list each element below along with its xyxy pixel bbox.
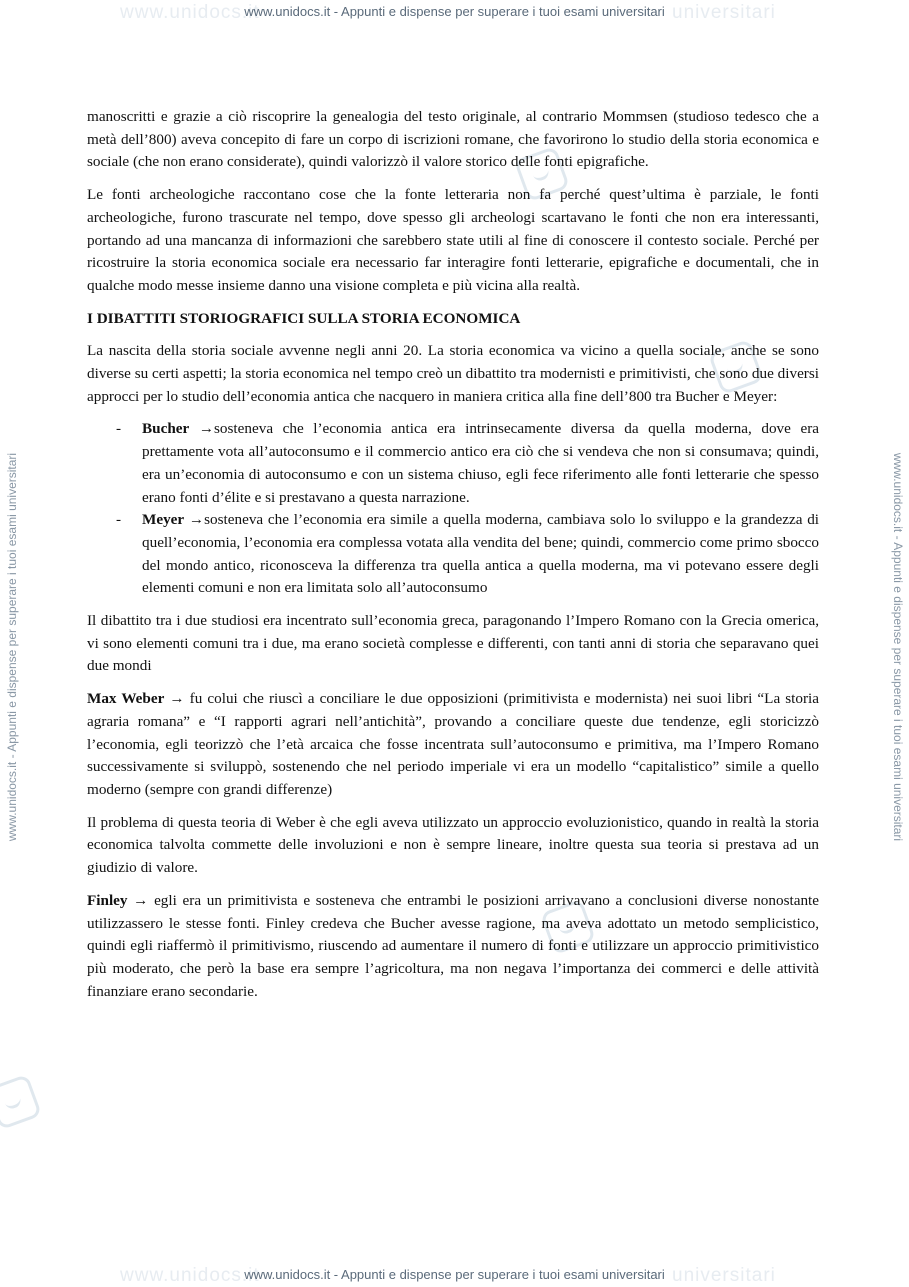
paragraph-storia-sociale: La nascita della storia sociale avvenne negli anni 20. La storia economica va vicino a quella sociale, anche se sono diverse su certi aspetti; la storia economica nel tempo creò un dibattito tra modernisti e primitivisti, che sono due diversi approcci per lo studio dell’economia antica che nacquero in maniera critica alla fine dell’800 tra Bucher e Meyer: bbox=[87, 342, 819, 405]
paragraph-problema-weber: Il problema di questa teoria di Weber è che egli aveva utilizzato un approccio evoluzionistico, quando in realtà la storia economica talvolta commette delle involuzioni e non è sempre lineare, inoltre questa sua teoria si prestava ad un giudizio di valore. bbox=[87, 813, 819, 877]
document-body bbox=[87, 106, 819, 1013]
arrow-icon: → bbox=[164, 690, 190, 708]
list-bullet: - bbox=[116, 511, 122, 529]
author-name: Finley bbox=[87, 891, 128, 909]
watermark-side-left: www.unidocs.it - Appunti e dispense per superare i tuoi esami universitari bbox=[5, 452, 19, 842]
paragraph-fonti-archeologiche: Le fonti archeologiche raccontano cose che la fonte letteraria non fa perché quest’ultima è parziale, le fonti archeologiche, furono trascurate nel tempo, dove spesso gli archeologi scartavano le fonti che non era interessanti, portando ad una mancanza di informazioni che sarebbero state utili al fine di conoscere il contesto sociale. Perché per ricostruire la storia economica sociale era necessario far interagire fonti letterarie, epigrafiche e documentali, che in qualche modo messe insieme danno una visione completa e più vicina alla realtà. bbox=[87, 186, 819, 294]
list-item-text: sosteneva che l’economia era simile a quella moderna, cambiava solo lo sviluppo e la grandezza di quell’economia, l’economia era complessa votata alla vendita del bene; quindi, commercio come primo sbocco del mondo antico, riconosceva la differenza tra quella antica a quella moderna, ma vi potevano essere degli elementi comuni e non era limitata solo all’autoconsumo bbox=[142, 511, 820, 597]
paragraph-mommsen: manoscritti e grazie a ciò riscoprire la genealogia del testo originale, al contrario Mommsen (studioso tedesco che a metà dell’800) aveva concepito di fare un corpo di iscrizioni romane, che favorirono lo studio della storia economica e sociale (che non erano considerate), quindi valorizzò il valore storico delle fonti epigrafiche. bbox=[87, 108, 819, 171]
debate-list bbox=[87, 418, 819, 600]
watermark-ghost-top: www.unidocs.it bbox=[120, 2, 260, 23]
list-item-bucher bbox=[87, 418, 819, 509]
watermark-header: www.unidocs.it - Appunti e dispense per superare i tuoi esami universitari bbox=[244, 4, 665, 19]
watermark-side-right: www.unidocs.it - Appunti e dispense per superare i tuoi esami universitari bbox=[891, 452, 905, 842]
arrow-icon: → bbox=[184, 511, 205, 529]
watermark-footer: www.unidocs.it - Appunti e dispense per superare i tuoi esami universitari bbox=[244, 1267, 665, 1282]
watermark-ghost-top-right: universitari bbox=[672, 2, 776, 23]
list-item-text: sosteneva che l’economia antica era intrinsecamente diversa da quella moderna, dove era prettamente vota all’autoconsumo e il commercio antico era ciò che si vendeva che non si consumava; quindi, era un’economia di autoconsumo e con un sistema chiuso, egli fece riferimento alle fonti letterarie che spesso erano fonti d’élite e si prestavano a questa narrazione. bbox=[142, 420, 819, 506]
list-item-meyer bbox=[87, 509, 819, 600]
paragraph-dibattito: Il dibattito tra i due studiosi era incentrato sull’economia greca, paragonando l’Impero Romano con la Grecia omerica, vi sono elementi comuni tra i due, ma erano società complesse e differenti, con tanti anni di storia che separavano quei due mondi bbox=[87, 612, 819, 675]
author-name: Max Weber bbox=[87, 690, 165, 708]
paragraph-finley bbox=[87, 890, 819, 1004]
watermark-logo-icon bbox=[0, 1074, 42, 1130]
paragraph-weber bbox=[87, 688, 819, 802]
paragraph-text: fu colui che riuscì a conciliare le due opposizioni (primitivista e modernista) nei suoi libri “La storia agraria romana” e “I rapporti agrari nell’antichità”, provando a conciliare queste due tendenze, egli storicizzò l’economia, egli teorizzò che l’età arcaica che fosse incentrata sull’autoconsumo e primitiva, ma l’Impero Romano successivamente si sviluppò, sostenendo che nel periodo imperiale vi era un modello “capitalistico” simile a quello moderno (sempre con grandi differenze) bbox=[87, 690, 819, 798]
author-name: Bucher bbox=[142, 420, 190, 438]
paragraph-text: egli era un primitivista e sosteneva che entrambi le posizioni arrivavano a conclusioni diverse nonostante utilizzassero le stesse fonti. Finley credeva che Bucher avesse ragione, ma aveva adottato un metodo semplicistico, quindi egli riaffermò il primitivismo, riuscendo ad aumentare il numero di fonti e utilizzare un approccio primitivistico più moderato, che però la base era sempre l’agricoltura, ma non negava l’importanza dei commerci e delle attività finanziare erano secondarie. bbox=[87, 891, 819, 1000]
section-heading: I DIBATTITI STORIOGRAFICI SULLA STORIA ECONOMICA bbox=[87, 309, 521, 327]
watermark-ghost-bottom: www.unidocs.it bbox=[120, 1265, 260, 1286]
author-name: Meyer bbox=[142, 511, 185, 529]
arrow-icon: → bbox=[127, 891, 155, 909]
list-bullet: - bbox=[116, 420, 122, 438]
arrow-icon: → bbox=[189, 420, 215, 438]
watermark-ghost-bottom-right: universitari bbox=[672, 1265, 776, 1286]
